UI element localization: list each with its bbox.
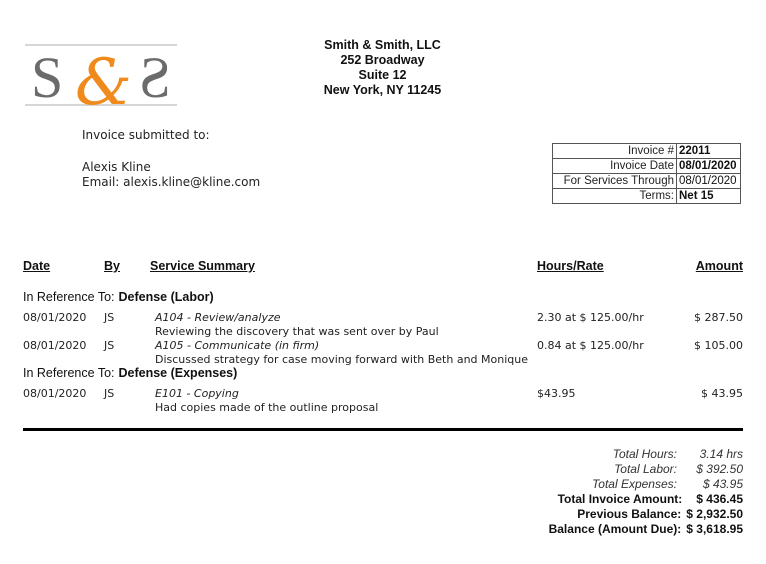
client-name: Alexis Kline [82, 160, 151, 174]
balance-due-value: $ 3,618.95 [686, 522, 743, 536]
entry-description: Discussed strategy for case moving forward with Beth and Monique [155, 353, 528, 366]
meta-value: 08/01/2020 [677, 159, 741, 174]
entry-description: Reviewing the discovery that was sent over by Paul [155, 325, 439, 338]
logo-letter-right: S [138, 45, 171, 108]
total-invoice-label: Total Invoice Amount: [557, 492, 683, 506]
reference-heading-expenses [23, 366, 237, 380]
total-hours-value: 3.14 hrs [699, 447, 743, 461]
firm-address-line2: Suite 12 [358, 68, 407, 82]
totals-block [549, 447, 743, 537]
meta-value: Net 15 [677, 189, 741, 204]
meta-row-invoice-date [553, 159, 741, 174]
column-header-hours-rate: Hours/Rate [537, 259, 604, 273]
meta-row-services-through [553, 174, 741, 189]
meta-label: For Services Through [553, 174, 677, 189]
entry-service-code: E101 - Copying [155, 387, 239, 400]
meta-label: Invoice # [553, 144, 677, 159]
meta-label: Invoice Date [553, 159, 677, 174]
balance-due-label: Balance (Amount Due): [548, 522, 682, 536]
total-expenses-label: Total Expenses: [592, 477, 677, 491]
meta-row-terms [553, 189, 741, 204]
total-invoice-value: $ 436.45 [696, 492, 743, 506]
column-header-date: Date [23, 259, 51, 273]
total-hours-row [549, 447, 743, 462]
total-invoice-row [549, 492, 743, 507]
reference-heading-labor [23, 290, 214, 304]
firm-address [290, 38, 475, 98]
meta-row-invoice-number [553, 144, 741, 159]
total-expenses-value: $ 43.95 [702, 477, 743, 491]
firm-name: Smith & Smith, LLC [324, 38, 441, 52]
entry-date: 08/01/2020 [23, 387, 87, 400]
previous-balance-label: Previous Balance: [577, 507, 682, 521]
entry-hours-rate: 2.30 at $ 125.00/hr [537, 311, 644, 324]
entry-hours-rate: 0.84 at $ 125.00/hr [537, 339, 644, 352]
reference-label: In Reference To: [23, 290, 115, 304]
firm-city-line: New York, NY 11245 [323, 83, 442, 97]
total-expenses-row [549, 477, 743, 492]
entry-hours-rate: $43.95 [537, 387, 576, 400]
entry-date: 08/01/2020 [23, 339, 87, 352]
balance-due-row [549, 522, 743, 537]
meta-label: Terms: [553, 189, 677, 204]
client-email: Email: alexis.kline@kline.com [82, 175, 261, 189]
firm-logo [25, 42, 177, 108]
meta-value: 22011 [677, 144, 741, 159]
column-header-service-summary: Service Summary [150, 259, 255, 273]
entry-amount: $ 105.00 [694, 339, 743, 352]
reference-label: In Reference To: [23, 366, 115, 380]
entry-by: JS [104, 387, 115, 400]
entry-service-code: A105 - Communicate (in firm) [155, 339, 320, 352]
reference-value: Defense (Labor) [118, 290, 214, 304]
reference-value: Defense (Expenses) [118, 366, 238, 380]
firm-address-line1: 252 Broadway [340, 53, 425, 67]
invoice-meta-table [552, 143, 741, 204]
previous-balance-value: $ 2,932.50 [686, 507, 743, 521]
entry-by: JS [104, 311, 115, 324]
bill-to-heading: Invoice submitted to: [82, 128, 210, 142]
logo-ampersand: & [75, 46, 132, 108]
previous-balance-row [549, 507, 743, 522]
bill-to [82, 128, 260, 190]
totals-divider [23, 428, 743, 431]
total-hours-label: Total Hours: [612, 447, 677, 461]
meta-value: 08/01/2020 [677, 174, 741, 189]
entry-service-code: A104 - Review/analyze [155, 311, 281, 324]
total-labor-label: Total Labor: [614, 462, 677, 476]
total-labor-value: $ 392.50 [696, 462, 743, 476]
total-labor-row [549, 462, 743, 477]
column-header-by: By [104, 259, 120, 273]
entry-amount: $ 43.95 [701, 387, 743, 400]
entry-by: JS [104, 339, 115, 352]
entry-date: 08/01/2020 [23, 311, 87, 324]
entry-description: Had copies made of the outline proposal [155, 401, 379, 414]
entry-amount: $ 287.50 [694, 311, 743, 324]
logo-letter-left: S [31, 45, 64, 108]
column-header-amount: Amount [695, 259, 743, 273]
